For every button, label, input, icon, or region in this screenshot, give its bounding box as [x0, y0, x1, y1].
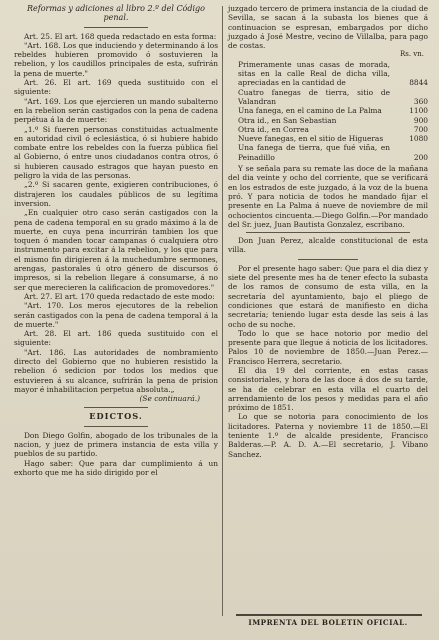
paragraph: Hago saber: Que para dar cumplimiento á un exhorto que me ha sido dirigido por el	[14, 458, 218, 477]
paragraph: Art. 27. El art. 170 queda redactado de este modo:	[24, 291, 215, 301]
property-row	[228, 143, 428, 162]
articles-block	[14, 32, 218, 395]
section-subtitle: penal.	[103, 13, 129, 23]
property-label: Una fanega de tierra, que fué viña, en Peinadillo	[238, 143, 390, 162]
property-value: 1080	[409, 134, 428, 144]
paragraph: „2.º Si sacaren gente, exigieren contribuciones, ó distrajeren los caudales públicos de su legítima inversion.	[14, 180, 218, 208]
paragraph: "Art. 186. Las autoridades de nombramiento directo del Gobierno que no hubieren resistido la rebelion ó sedicion por todos los medios que estuvieren á su alcance, sufrirán la pena de prision mayor é inhabilitacion perpetua absoluta.„	[14, 347, 218, 394]
property-row	[228, 134, 428, 143]
alcalde-block	[228, 264, 428, 459]
edictos-block	[14, 431, 218, 477]
property-label: Una fanega, en el camino de La Palma	[238, 106, 382, 116]
property-value: 700	[413, 124, 428, 134]
right-column	[228, 4, 428, 459]
property-row	[228, 106, 428, 115]
alcalde-title: Don Juan Perez, alcalde constitucional de esta villa.	[228, 236, 428, 255]
property-label: Nueve fanegas, en el sitio de Higueras	[238, 134, 384, 144]
property-list	[228, 88, 428, 162]
property-row-main	[228, 60, 428, 88]
paragraph: El dia 19 del corriente, en estas casas consistoriales, y hora de las doce á dos de su tarde, se ha de celebrar en esta villa el cuarto del arrendamiento de los pesos y medidas para el año próximo de 1851.	[228, 365, 428, 413]
column-divider	[222, 6, 223, 616]
paragraph: Por el presente hago saber: Que para el dia diez y siete del presente mes ha de tener efecto la subasta de los ramos de consumo de esta villa, en la secretaría del ayuntamiento, bajo el pliego de condiciones que estará de manifiesto en dicha secretaría; teniendo lugar esta desde las seis á las ocho de su noche.	[228, 263, 428, 329]
property-row	[228, 88, 428, 107]
auction-notice: Y se señala para su remate las doce de la mañana del dia veinte y ocho del corriente, que se verificará en los estrados de este juzgado, á la voz de la buena pró. Y para noticia de todos he mandado fijar el presente en La Palma á nueve de noviembre de mil ochocientos cincuenta.—Diego Golfin.—Por mandado del Sr. juez, Juan Bautista Gonzalez, escribano.	[228, 164, 428, 229]
paragraph: Art. 26. El art. 169 queda sustituido con el siguiente:	[14, 78, 218, 97]
paragraph: Art. 28. El art. 186 queda sustituido con el siguiente:	[14, 329, 218, 348]
edictos-underline	[84, 426, 148, 427]
section-title: Reformas y adiciones al libro 2.º del Código	[26, 4, 205, 13]
alcalde-rule	[298, 259, 358, 260]
printer-footer: IMPRENTA DEL BOLETIN OFICIAL.	[248, 618, 408, 627]
property-value: 200	[413, 152, 428, 162]
paragraph: Don Diego Golfin, abogado de los tribunales de la nacion, y juez de primera instancia de esta villa y pueblos de su partido.	[14, 430, 218, 459]
title-rule	[84, 27, 148, 28]
paragraph: Todo lo que se hace notorio por medio del presente para que llegue á noticia de los licitadores. Palos 10 de noviembre de 1850.—Juan Perez.—Francisco Herrera, secretario.	[228, 328, 428, 366]
currency-note: Rs. vn.	[399, 50, 424, 59]
edictos-rule	[84, 407, 148, 408]
property-value: 1100	[409, 106, 428, 116]
auction-intro: juzgado tercero de primera instancia de la ciudad de Sevilla, se sacan á la subasta los bienes que á continuacion se espresan, embargados por dicho juzgado á José Mestre, vecino de Villalba, para pago de costas.	[228, 4, 428, 51]
property-label: Otra id., en San Sebastian	[238, 115, 337, 125]
paragraph: "Art. 169. Los que ejercieren un mando subalterno en la rebelion serán castigados con la pena de cadena perpétua á la de muerte:	[14, 96, 218, 125]
left-column	[14, 4, 218, 477]
notice-rule	[246, 232, 410, 233]
property-row	[228, 125, 428, 134]
property-row	[228, 116, 428, 125]
paragraph: "Art. 170. Los meros ejecutores de la rebelion serán castigados con la pena de cadena temporal á la de muerte."	[14, 301, 218, 329]
paragraph: "Art. 168. Los que induciendo y determinando á los rebeldes hubieren promovido ó sostuvieren la rebelion, y los caudillos principales de esta, sufrirán la pena de muerte."	[14, 40, 218, 78]
paragraph: Lo que se notoria para conocimiento de los licitadores. Paterna y noviembre 11 de 1850.—El teniente 1.º de alcalde presidente, Francisco Balderas.—P. A. D. A.—El secretario, J. Vibano Sanchez.	[228, 412, 428, 459]
property-label: Primeramente unas casas de morada, sitas en la calle Real de dicha villa, apreciadas en la cantidad de	[238, 59, 390, 88]
property-label: Cuatro fanegas de tierra, sitio de Valandran	[238, 87, 390, 106]
property-value: 8844	[409, 78, 428, 88]
continued-note: (Se continuará.)	[139, 394, 200, 404]
property-value: 360	[413, 96, 428, 106]
paragraph: „1.º Si fueren personas constituidas actualmente en autoridad civil ó eclesiástica, ó si hubiere habido combate entre los rebeldes con la fuerza pública fiel al Gobierno, ó entre unos ciudadanos contra otros, ó si hubieren causado estragos que hayan puesto en peligro la vida de las personas.	[14, 124, 218, 181]
property-value: 900	[413, 115, 428, 125]
property-label: Otra id., en Correa	[238, 124, 309, 134]
paragraph: Art. 25. El art. 168 queda redactado en esta forma:	[24, 31, 217, 41]
footer-rule	[236, 614, 422, 616]
edictos-heading: EDICTOS.	[89, 411, 143, 422]
paragraph: „En cualquier otro caso serán castigados con la pena de cadena temporal en su grado máximo á la de muerte, en cuya pena incurrirán tambien los que toquen ó manden tocar campanas ó cualquiera otro instrumento para excitar á la rebelion, y los que para el mismo fin dirigieren á la muchedumbre sermones, arengas, pastorales ú otro género de discursos ó impresos, si la rebelion llegare á consumarse, á no ser que merecieren la calificacion de promovedores."	[14, 208, 218, 292]
